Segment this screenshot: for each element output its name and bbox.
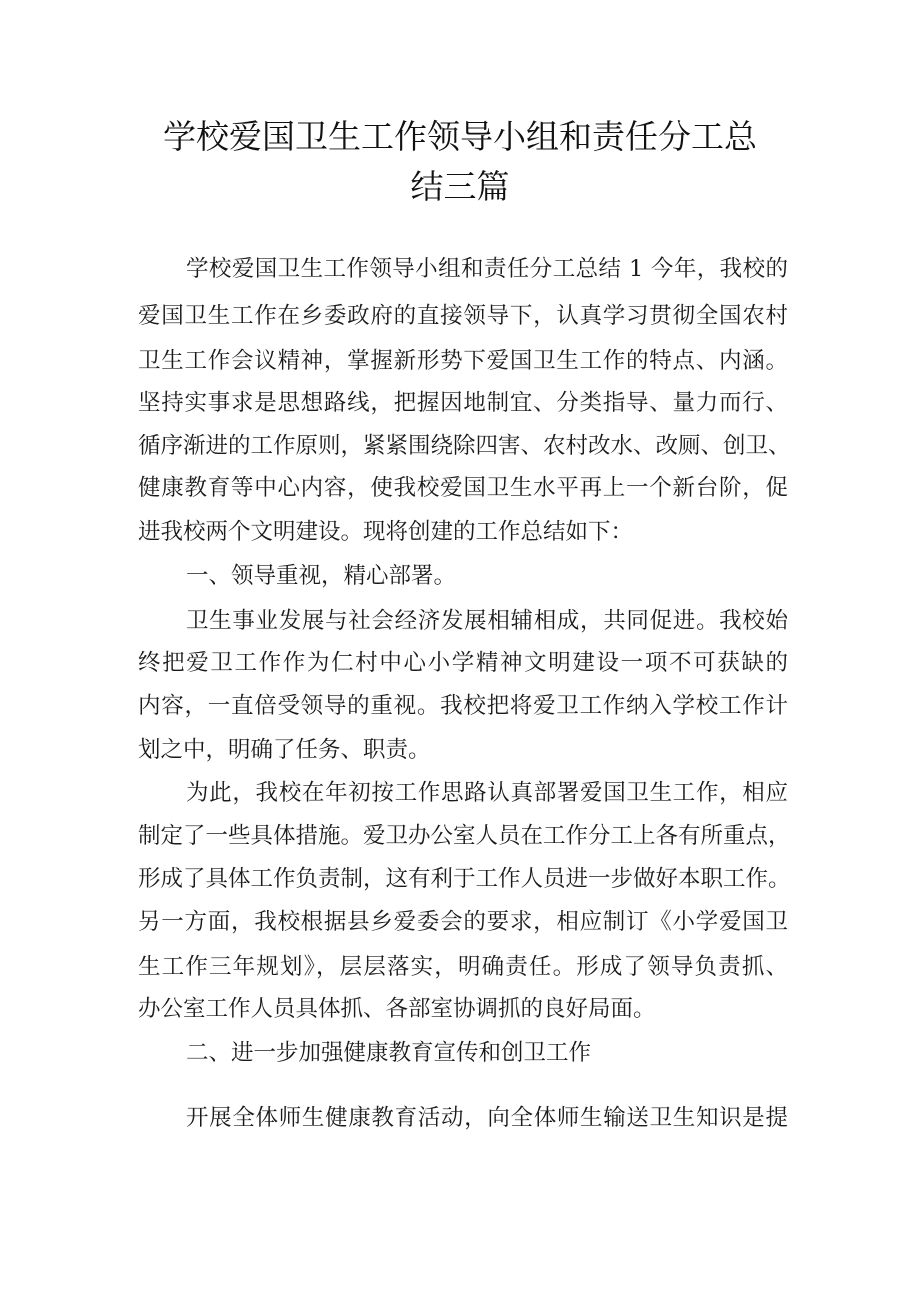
body-line-16: 另一方面，我校根据县乡爱委会的要求，相应制订《小学爱国卫 (138, 909, 788, 935)
body-line-12: 划之中，明确了任务、职责。 (138, 737, 431, 763)
body-line-13: 为此，我校在年初按工作思路认真部署爱国卫生工作，相应 (186, 780, 788, 806)
body-line-7: 进我校两个文明建设。现将创建的工作总结如下： (138, 519, 634, 545)
body-line-15: 形成了具体工作负责制，这有利于工作人员进一步做好本职工作。 (138, 866, 791, 892)
body-line-1: 学校爱国卫生工作领导小组和责任分工总结 1 今年，我校的 (186, 256, 788, 282)
body-line-11: 内容，一直倍受领导的重视。我校把将爱卫工作纳入学校工作计 (138, 693, 788, 719)
body-line-6: 健康教育等中心内容，使我校爱国卫生水平再上一个新台阶，促 (138, 475, 788, 501)
document-title-line-1: 学校爱国卫生工作领导小组和责任分工总 (163, 117, 757, 156)
body-line-5: 循序渐进的工作原则，紧紧围绕除四害、农村改水、改厕、创卫、 (138, 433, 791, 459)
body-line-20: 开展全体师生健康教育活动，向全体师生输送卫生知识是提 (186, 1105, 788, 1131)
body-line-17: 生工作三年规划》，层层落实，明确责任。形成了领导负责抓、 (138, 954, 788, 980)
body-line-2: 爱国卫生工作在乡委政府的直接领导下，认真学习贯彻全国农村 (138, 303, 788, 329)
body-line-3: 卫生工作会议精神，掌握新形势下爱国卫生工作的特点、内涵。 (138, 348, 788, 374)
document-title-line-2: 结三篇 (410, 167, 510, 206)
body-line-14: 制定了一些具体措施。爱卫办公室人员在工作分工上各有所重点， (138, 823, 791, 849)
section-heading-1: 一、领导重视，精心部署。 (186, 563, 457, 589)
body-line-4: 坚持实事求是思想路线，把握因地制宜、分类指导、量力而行、 (138, 390, 788, 416)
body-line-18: 办公室工作人员具体抓、各部室协调抓的良好局面。 (138, 996, 656, 1022)
section-heading-2: 二、进一步加强健康教育宣传和创卫工作 (186, 1040, 592, 1066)
body-line-10: 终把爱卫工作作为仁村中心小学精神文明建设一项不可获缺的 (138, 650, 788, 676)
body-line-9: 卫生事业发展与社会经济发展相辅相成，共同促进。我校始 (186, 608, 788, 634)
